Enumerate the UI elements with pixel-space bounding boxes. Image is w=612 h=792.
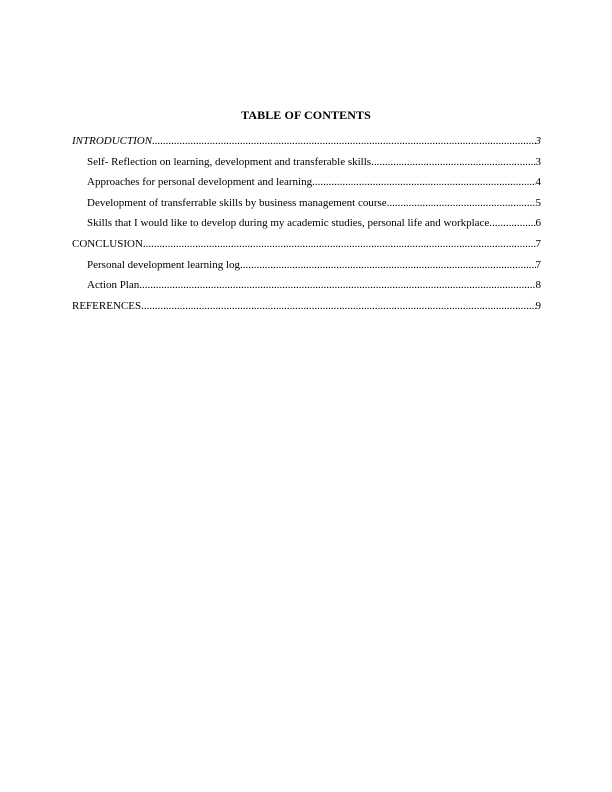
toc-page-number: 5 — [535, 196, 541, 209]
toc-dot-leader — [139, 278, 535, 292]
toc-entry-conclusion[interactable] — [72, 237, 541, 258]
toc-entry-text: REFERENCES — [72, 299, 142, 312]
toc-entry-approaches[interactable] — [72, 175, 541, 196]
toc-entry-transferrable-skills[interactable] — [72, 196, 541, 217]
toc-entry-text: Personal development learning log — [87, 258, 241, 271]
toc-page-number: 3 — [535, 155, 541, 168]
toc-dot-leader — [240, 258, 535, 272]
toc-entry-skills-to-develop[interactable] — [72, 216, 541, 237]
toc-entry-self-reflection[interactable] — [72, 155, 541, 176]
toc-entry-text: Action Plan — [87, 279, 140, 292]
toc-page-number: 4 — [535, 176, 541, 189]
toc-dot-leader — [492, 216, 535, 230]
toc-entry-references[interactable] — [72, 299, 541, 320]
toc-dot-leader — [387, 196, 536, 210]
toc-dot-leader — [371, 155, 535, 169]
toc-entry-text: Approaches for personal development and learning — [87, 176, 313, 189]
toc-entry-text: Development of transferrable skills by business management course — [87, 196, 387, 209]
toc-page-number: 6 — [535, 217, 541, 230]
toc-page-number: 7 — [535, 258, 541, 271]
toc-entry-text: Skills that I would like to develop during my academic studies, personal life and workplace. — [87, 217, 493, 230]
toc-dot-leader — [141, 299, 535, 313]
toc-entry-text: CONCLUSION — [72, 237, 143, 250]
toc-page-number: 7 — [535, 237, 541, 250]
toc-entry-text: Self- Reflection on learning, development and transferable skills — [87, 155, 372, 168]
toc-dot-leader — [143, 237, 536, 251]
toc-page-number: 3 — [535, 135, 541, 147]
toc-entry-text: INTRODUCTION — [72, 135, 153, 147]
toc-dot-leader — [312, 175, 535, 189]
toc-title: TABLE OF CONTENTS — [241, 108, 371, 122]
toc-dot-leader — [152, 134, 535, 148]
toc-page-number: 9 — [535, 299, 541, 312]
toc-entry-introduction[interactable] — [72, 134, 541, 155]
table-of-contents — [72, 134, 541, 319]
toc-page-number: 8 — [535, 279, 541, 292]
toc-entry-learning-log[interactable] — [72, 258, 541, 279]
toc-entry-action-plan[interactable] — [72, 278, 541, 299]
